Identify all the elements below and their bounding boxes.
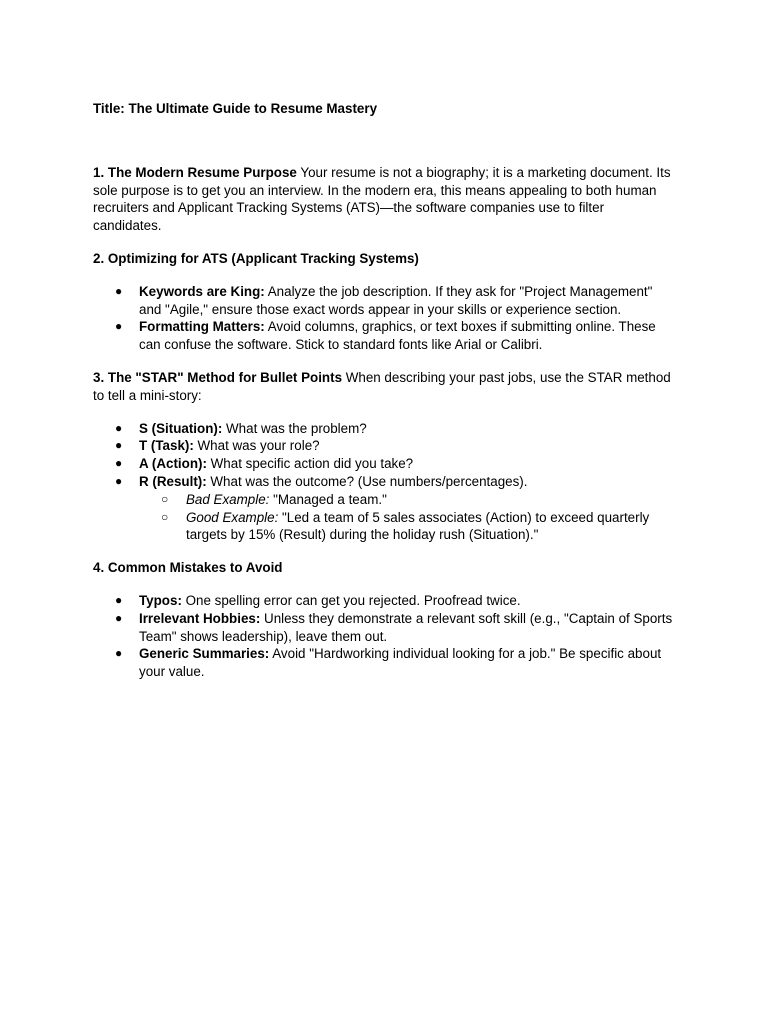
- list-item: [93, 455, 673, 473]
- list-item-text: What was your role?: [193, 438, 320, 454]
- list-item-label: R (Result):: [139, 473, 207, 489]
- section-3-heading: 3. The "STAR" Method for Bullet Points: [93, 369, 343, 385]
- section-3-paragraph: [93, 369, 673, 405]
- document-page: [93, 100, 673, 696]
- section-1-body: Your resume is not a biography; it is a marketing document. Its sole purpose is to get you an interview. In the modern era, this means appealing to both human recruiters and Applicant Tracking Systems (ATS)—the software companies use to filter candidates.: [93, 164, 671, 234]
- sublist-item: [139, 491, 673, 509]
- section-3-list: [93, 420, 673, 545]
- section-2-list: [93, 283, 673, 354]
- list-item-label: Typos:: [139, 592, 182, 608]
- list-item-label: T (Task):: [139, 438, 194, 454]
- title-text: The Ultimate Guide to Resume Mastery: [128, 101, 378, 116]
- document-title: [93, 100, 673, 118]
- bullet-icon: ●: [115, 420, 123, 435]
- sublist-item-text: "Led a team of 5 sales associates (Action) to exceed quarterly targets by 15% (Result) during the holiday rush (Situation).": [186, 509, 650, 543]
- list-item: [93, 592, 673, 610]
- sublist-item: [139, 509, 673, 545]
- list-item-text: What was the problem?: [222, 420, 367, 436]
- bullet-icon: ●: [115, 473, 123, 488]
- list-item: [93, 610, 673, 646]
- list-item-label: S (Situation):: [139, 420, 223, 436]
- list-item: [93, 283, 673, 319]
- list-item-text: What was the outcome? (Use numbers/percentages).: [206, 473, 528, 489]
- list-item-text: What specific action did you take?: [206, 456, 414, 472]
- bullet-icon: ●: [115, 456, 123, 471]
- list-item-label: Generic Summaries:: [139, 646, 270, 662]
- list-item: [93, 473, 673, 544]
- circle-bullet-icon: ○: [161, 491, 169, 506]
- section-4-list: [93, 592, 673, 681]
- sublist-item-text: "Managed a team.": [269, 491, 387, 507]
- section-2-heading: 2. Optimizing for ATS (Applicant Tracking Systems): [93, 250, 419, 266]
- section-4-heading: 4. Common Mistakes to Avoid: [93, 560, 283, 576]
- circle-bullet-icon: ○: [161, 509, 169, 524]
- sublist-item-label: Good Example:: [186, 509, 279, 525]
- list-item: [93, 437, 673, 455]
- list-item-text: Avoid columns, graphics, or text boxes if submitting online. These can confuse the software. Stick to standard fonts like Arial or Calibri.: [139, 319, 656, 353]
- bullet-icon: ●: [115, 283, 123, 298]
- list-item-label: Keywords are King:: [139, 283, 265, 299]
- section-3-body: When describing your past jobs, use the STAR method to tell a mini-story:: [93, 369, 671, 403]
- bullet-icon: ●: [115, 438, 123, 453]
- sublist-item-label: Bad Example:: [186, 491, 270, 507]
- bullet-icon: ●: [115, 319, 123, 334]
- list-item: [93, 645, 673, 681]
- bullet-icon: ●: [115, 592, 123, 607]
- list-item-text: Unless they demonstrate a relevant soft skill (e.g., "Captain of Sports Team" shows leadership), leave them out.: [139, 610, 673, 644]
- list-item-label: Formatting Matters:: [139, 319, 265, 335]
- list-item-text: One spelling error can get you rejected. Proofread twice.: [181, 592, 521, 608]
- section-1-paragraph: [93, 164, 673, 235]
- list-item-label: Irrelevant Hobbies:: [139, 610, 261, 626]
- section-1-heading: 1. The Modern Resume Purpose: [93, 164, 297, 180]
- list-item-label: A (Action):: [139, 456, 207, 472]
- list-item: [93, 420, 673, 438]
- bullet-icon: ●: [115, 646, 123, 661]
- list-item-text: Avoid "Hardworking individual looking for a job." Be specific about your value.: [139, 646, 662, 680]
- list-item: [93, 318, 673, 354]
- example-sublist: [139, 491, 673, 544]
- title-label: Title:: [93, 101, 125, 116]
- list-item-text: Analyze the job description. If they ask for "Project Management" and "Agile," ensure those exact words appear in your skills or experience section.: [139, 283, 653, 317]
- bullet-icon: ●: [115, 610, 123, 625]
